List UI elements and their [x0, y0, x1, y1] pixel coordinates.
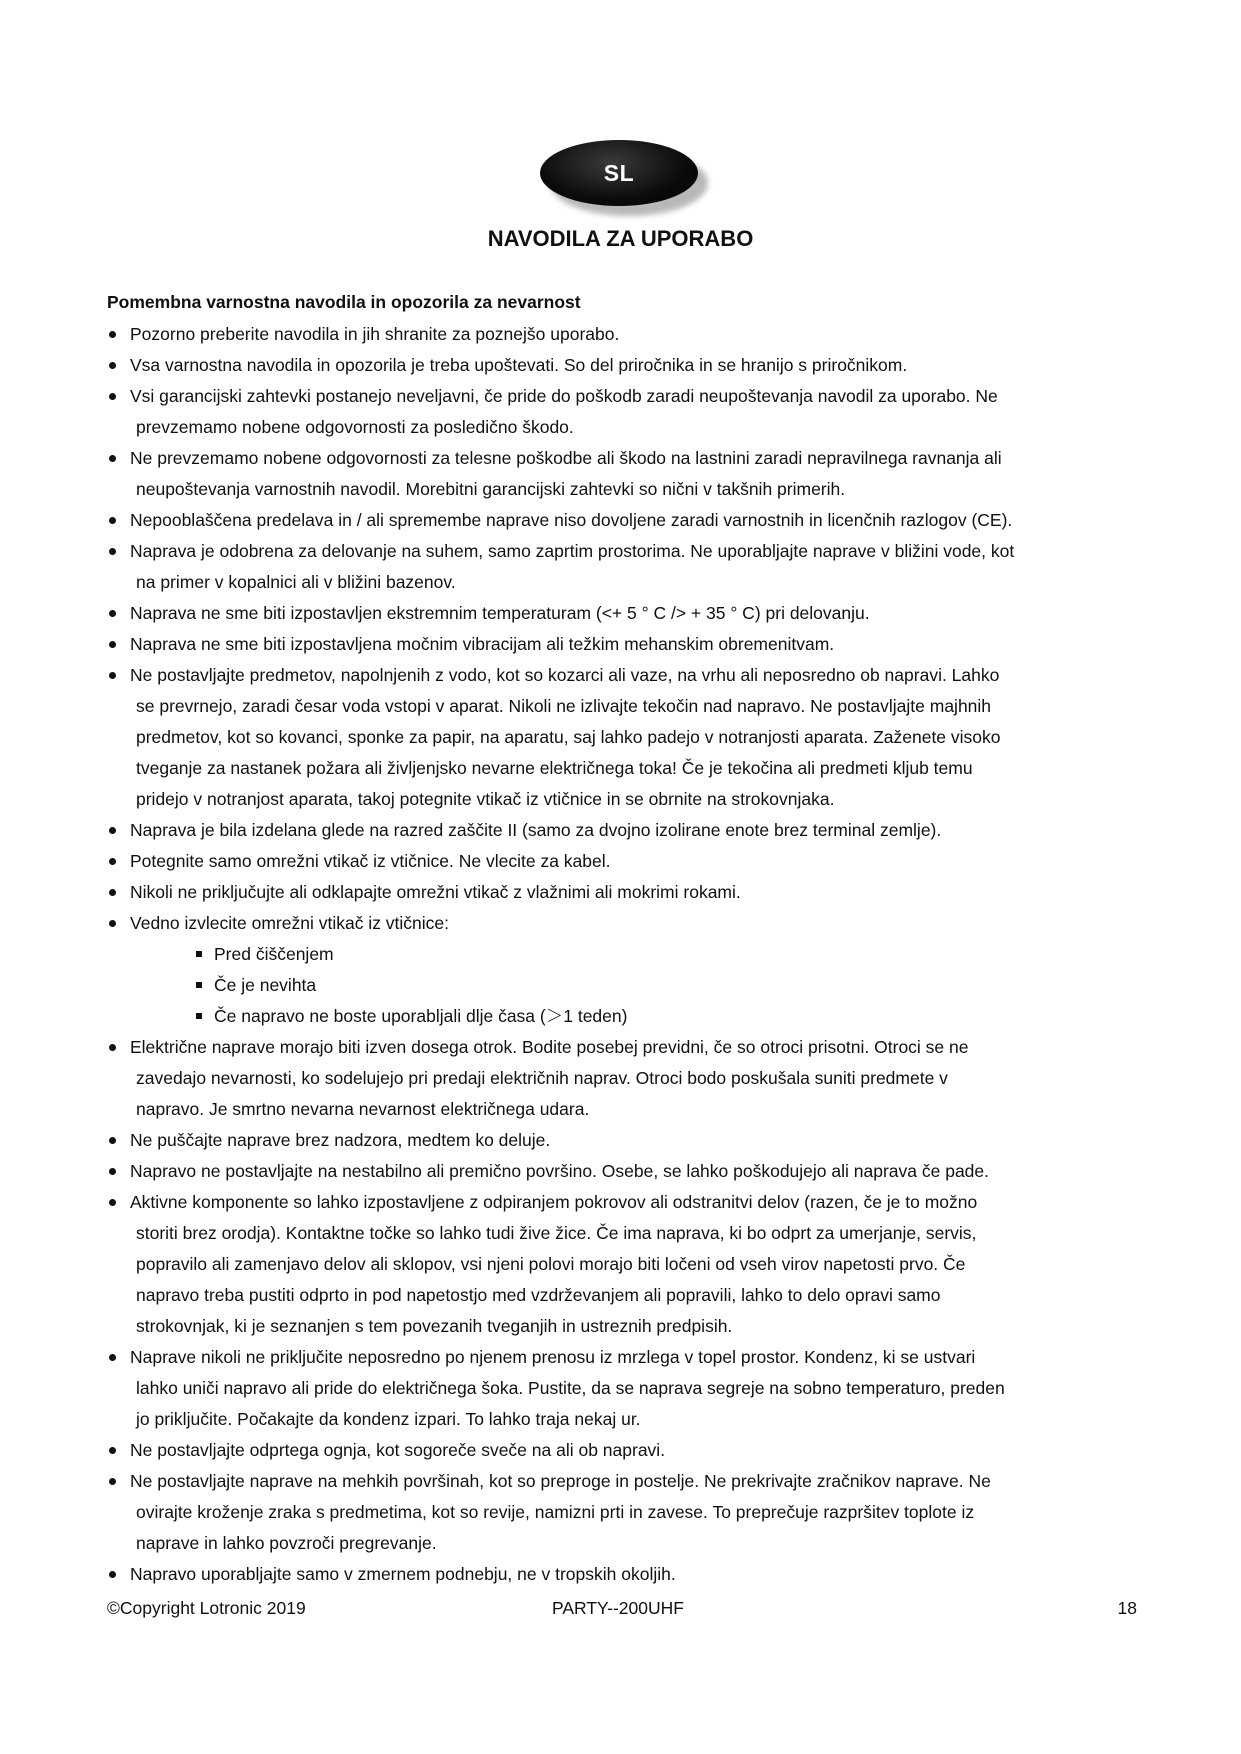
sub-list-item-text: Če je nevihta — [214, 975, 317, 995]
list-item-text: Naprave nikoli ne priključite neposredno po njenem prenosu iz mrzlega v topel prostor. Kondenz, ki se ustvari — [130, 1347, 976, 1367]
list-item-continuation: prevzemamo nobene odgovornosti za posledično škodo. — [136, 417, 574, 437]
list-item — [107, 381, 1137, 443]
footer-model: PARTY--200UHF — [552, 1598, 684, 1618]
list-item-text: Vedno izvlecite omrežni vtikač iz vtičnice: — [130, 913, 450, 933]
bullet-icon — [109, 1199, 116, 1206]
list-item-text: Napravo ne postavljajte na nestabilno ali premično površino. Osebe, se lahko poškodujejo ali naprava če pade. — [130, 1161, 990, 1181]
safety-instructions-list — [107, 319, 1137, 1590]
sub-list-item-text: Pred čiščenjem — [214, 944, 334, 964]
list-item-text: Potegnite samo omrežni vtikač iz vtičnice. Ne vlecite za kabel. — [130, 851, 611, 871]
list-item-text: Nepooblaščena predelava in / ali spremembe naprave niso dovoljene zaradi varnostnih in licenčnih razlogov (CE). — [130, 510, 1013, 530]
bullet-icon — [109, 517, 116, 524]
bullet-icon — [109, 1137, 116, 1144]
list-item-continuation: zavedajo nevarnosti, ko sodelujejo pri predaji električnih naprav. Otroci bodo poskušala suniti predmete v — [136, 1068, 948, 1088]
list-item-text: Ne prevzemamo nobene odgovornosti za telesne poškodbe ali škodo na lastnini zaradi nepravilnega ravnanja ali — [130, 448, 1002, 468]
list-item-continuation: napravo. Je smrtno nevarna nevarnost električnega udara. — [136, 1099, 590, 1119]
list-item-continuation: jo priključite. Počakajte da kondenz izpari. To lahko traja nekaj ur. — [136, 1409, 641, 1429]
list-item — [107, 908, 1137, 1032]
bullet-icon — [109, 889, 116, 896]
list-item-text: Pozorno preberite navodila in jih shranite za poznejšo uporabo. — [130, 324, 620, 344]
list-item — [107, 443, 1137, 505]
square-bullet-icon — [196, 982, 202, 988]
list-item-continuation: se prevrnejo, zaradi česar voda vstopi v aparat. Nikoli ne izlivajte tekočin nad napravo. Ne postavljajte majhnih — [136, 696, 992, 716]
bullet-icon — [109, 1447, 116, 1454]
list-item — [107, 1187, 1137, 1342]
bullet-icon — [109, 641, 116, 648]
list-item-continuation: pridejo v notranjost aparata, takoj potegnite vtikač iz vtičnice in se obrnite na strokovnjaka. — [136, 789, 835, 809]
list-item — [107, 660, 1137, 815]
list-item-text: Ne postavljajte naprave na mehkih površinah, kot so preproge in postelje. Ne prekrivajte zračnikov naprave. Ne — [130, 1471, 991, 1491]
sub-list-item-text: Če napravo ne boste uporabljali dlje časa (＞1 teden) — [214, 1006, 628, 1026]
list-item-continuation: na primer v kopalnici ali v bližini bazenov. — [136, 572, 456, 592]
list-item-text: Aktivne komponente so lahko izpostavljene z odpiranjem pokrovov ali odstranitvi delov (razen, če je to možno — [130, 1192, 978, 1212]
list-item — [107, 505, 1137, 536]
list-item-text: Naprava ne sme biti izpostavljena močnim vibracijam ali težkim mehanskim obremenitvam. — [130, 634, 835, 654]
bullet-icon — [109, 1571, 116, 1578]
list-item-continuation: ovirajte kroženje zraka s predmetima, kot so revije, namizni prti in zavese. To preprečuje razpršitev toplote iz — [136, 1502, 975, 1522]
list-item-continuation: lahko uniči napravo ali pride do električnega šoka. Pustite, da se naprava segreje na sobno temperaturo, preden — [136, 1378, 1005, 1398]
square-bullet-icon — [196, 1013, 202, 1019]
list-item-text: Naprava je odobrena za delovanje na suhem, samo zaprtim prostorima. Ne uporabljajte naprave v bližini vode, kot — [130, 541, 1015, 561]
list-item — [107, 598, 1137, 629]
list-item-text: Vsa varnostna navodila in opozorila je treba upoštevati. So del priročnika in se hranijo s priročnikom. — [130, 355, 908, 375]
list-item — [107, 1156, 1137, 1187]
section-heading: Pomembna varnostna navodila in opozorila za nevarnost — [107, 292, 581, 312]
list-item — [107, 1342, 1137, 1435]
footer-page-number: 18 — [1117, 1598, 1137, 1618]
bullet-icon — [109, 548, 116, 555]
bullet-icon — [109, 920, 116, 927]
bullet-icon — [109, 1478, 116, 1485]
list-item-text: Električne naprave morajo biti izven dosega otrok. Bodite posebej previdni, če so otroci prisotni. Otroci se ne — [130, 1037, 969, 1057]
list-item — [107, 1466, 1137, 1559]
list-item — [107, 1435, 1137, 1466]
language-badge-label: SL — [540, 140, 698, 206]
sub-list-item — [194, 970, 1137, 1001]
list-item — [107, 350, 1137, 381]
list-item-text: Ne postavljajte predmetov, napolnjenih z vodo, kot so kozarci ali vaze, na vrhu ali neposredno ob napravi. Lahko — [130, 665, 1000, 685]
list-item-text: Naprava ne sme biti izpostavljen ekstremnim temperaturam (<+ 5 ° C /> + 35 ° C) pri delovanju. — [130, 603, 870, 623]
list-item-text: Nikoli ne priključujte ali odklapajte omrežni vtikač z vlažnimi ali mokrimi rokami. — [130, 882, 741, 902]
bullet-icon — [109, 858, 116, 865]
list-item — [107, 629, 1137, 660]
instructions-body — [107, 319, 1137, 1590]
list-item — [107, 877, 1137, 908]
bullet-icon — [109, 610, 116, 617]
bullet-icon — [109, 393, 116, 400]
list-item — [107, 1032, 1137, 1125]
list-item — [107, 1559, 1137, 1590]
list-item-continuation: neupoštevanja varnostnih navodil. Morebitni garancijski zahtevki so nični v takšnih primerih. — [136, 479, 846, 499]
list-item-continuation: naprave in lahko povzroči pregrevanje. — [136, 1533, 437, 1553]
list-item — [107, 1125, 1137, 1156]
list-item — [107, 536, 1137, 598]
list-item-continuation: predmetov, kot so kovanci, sponke za papir, na aparatu, saj lahko padejo v notranjosti aparata. Zaženete visoko — [136, 727, 1001, 747]
bullet-icon — [109, 672, 116, 679]
square-bullet-icon — [196, 951, 202, 957]
list-item-text: Vsi garancijski zahtevki postanejo neveljavni, če pride do poškodb zaradi neupoštevanja navodil za uporabo. Ne — [130, 386, 998, 406]
bullet-icon — [109, 455, 116, 462]
sub-list-item — [194, 1001, 1137, 1032]
bullet-icon — [109, 1168, 116, 1175]
list-item-text: Ne puščajte naprave brez nadzora, medtem ko deluje. — [130, 1130, 551, 1150]
bullet-icon — [109, 827, 116, 834]
sub-list — [130, 939, 1137, 1032]
list-item-continuation: napravo treba pustiti odprto in pod napetostjo med vzdrževanjem ali popravili, lahko to delo opravi samo — [136, 1285, 941, 1305]
list-item — [107, 846, 1137, 877]
bullet-icon — [109, 1354, 116, 1361]
bullet-icon — [109, 362, 116, 369]
list-item-text: Naprava je bila izdelana glede na razred zaščite II (samo za dvojno izolirane enote brez terminal zemlje). — [130, 820, 942, 840]
list-item-continuation: popravilo ali zamenjavo delov ali sklopov, vsi njeni polovi morajo biti ločeni od vseh virov napetosti prvo. Če — [136, 1254, 966, 1274]
list-item-continuation: strokovnjak, ki je seznanjen s tem povezanih tveganjih in ustreznih predpisih. — [136, 1316, 733, 1336]
bullet-icon — [109, 331, 116, 338]
list-item — [107, 815, 1137, 846]
sub-list-item — [194, 939, 1137, 970]
page-footer — [107, 1598, 1137, 1626]
list-item-text: Ne postavljajte odprtega ognja, kot sogoreče sveče na ali ob napravi. — [130, 1440, 666, 1460]
footer-copyright: ©Copyright Lotronic 2019 — [107, 1598, 306, 1618]
list-item-text: Napravo uporabljajte samo v zmernem podnebju, ne v tropskih okoljih. — [130, 1564, 676, 1584]
list-item-continuation: tveganje za nastanek požara ali življenjsko nevarne električnega toka! Če je tekočina ali predmeti kljub temu — [136, 758, 973, 778]
list-item-continuation: storiti brez orodja). Kontaktne točke so lahko tudi žive žice. Če ima naprava, ki bo odprt za umerjanje, servis, — [136, 1223, 977, 1243]
list-item — [107, 319, 1137, 350]
language-badge — [540, 140, 710, 222]
page-title: NAVODILA ZA UPORABO — [487, 226, 754, 251]
bullet-icon — [109, 1044, 116, 1051]
